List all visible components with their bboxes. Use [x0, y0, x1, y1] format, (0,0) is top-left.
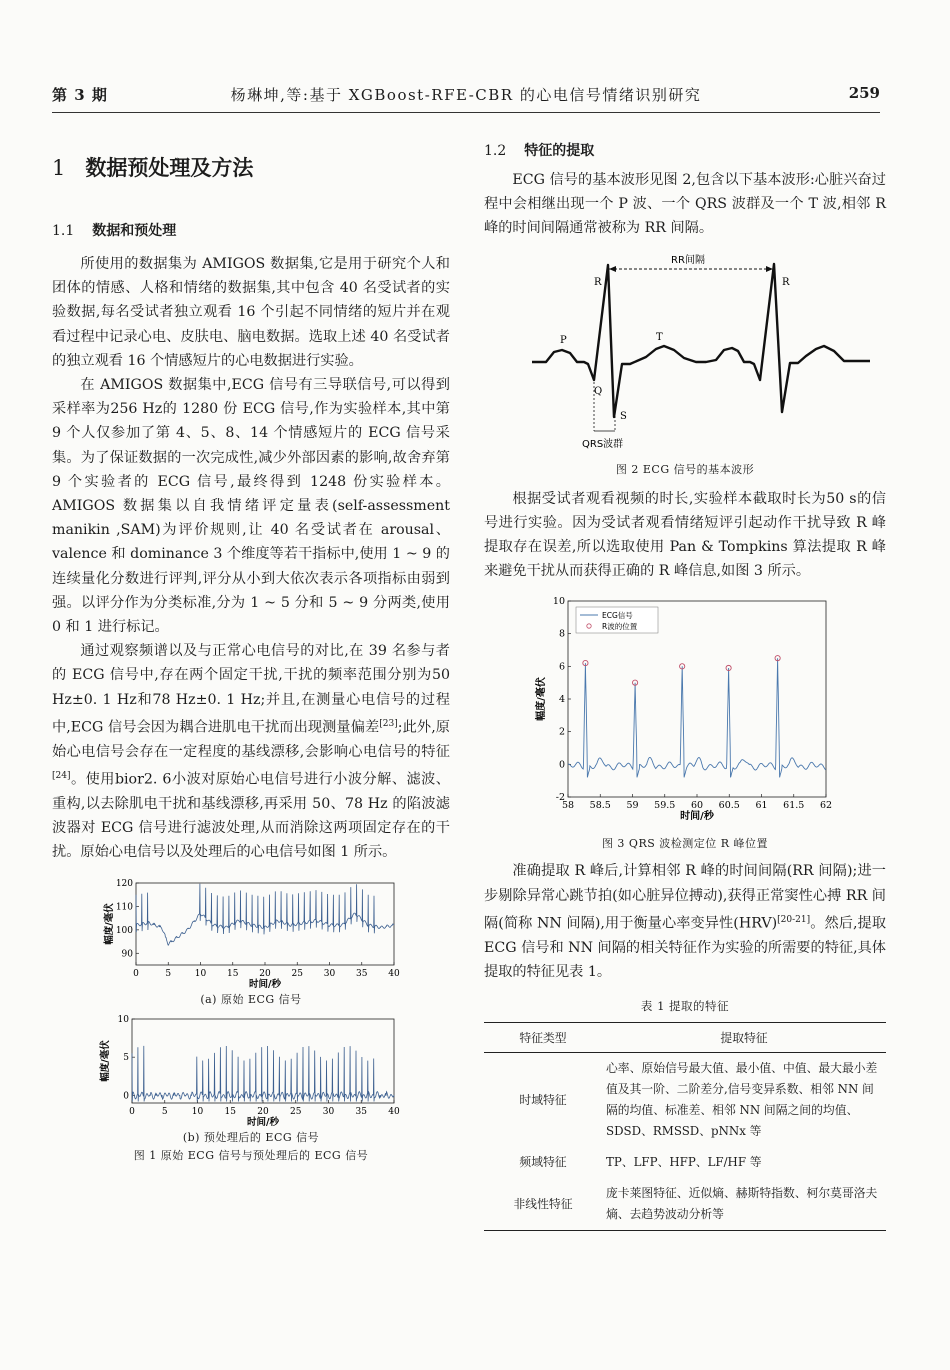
table-cell-type: 非线性特征: [484, 1178, 602, 1231]
y-tick-label: 10: [117, 1014, 129, 1025]
figure-1-caption: 图 1 原始 ECG 信号与预处理后的 ECG 信号: [133, 1148, 369, 1162]
x-tick-label: 40: [388, 1106, 400, 1117]
y-tick-label: 8: [558, 629, 565, 641]
x-tick-label: 25: [291, 968, 303, 979]
section-title: 数据预处理及方法: [85, 156, 254, 180]
paragraph-text: ;此外,原始心电信号会存在一定程度的基线漂移,会影响心电信号的特征: [52, 719, 450, 760]
rr-arrow-head-left: [609, 266, 616, 272]
y-tick-label: 120: [115, 878, 133, 889]
x-tick-label: 30: [322, 1106, 335, 1117]
table-1: [484, 998, 886, 1231]
subsection-number: 1.1: [52, 223, 75, 239]
raw-ecg-series-line: [136, 883, 394, 944]
y-axis-label: 幅度/毫伏: [100, 1039, 111, 1082]
r-peak-label-2: R: [782, 276, 790, 288]
filtered-ecg-chart: [52, 1015, 450, 1127]
table-cell-features: 心率、原始信号最大值、最小值、中值、最大最小差值及其一阶、二阶差分,信号变异系数、相邻 NN 间隔的均值、标准差、相邻 NN 间隔之间的均值、SDSD、RMSSD、pNNx 等: [606, 1061, 878, 1139]
ecg-basic-waveform-diagram: [484, 247, 886, 459]
paragraph-text: 通过观察频谱以及与正常心电信号的对比,在 39 名参与者的 ECG 信号中,存在两个固定干扰,干扰的频率范围分别为50 Hz±0. 1 Hz和78 Hz±0. 1 Hz;并且,在测量心电信号的过程中,ECG 信号会因为耦合进肌电干扰而出现测量偏差: [52, 643, 450, 736]
x-tick-label: 25: [290, 1106, 302, 1117]
paragraph-text: 。使用bior2. 6小波对原始心电信号进行小波分解、滤波、重构,以去除肌电干扰和基线漂移,再采用 50、78 Hz 的陷波滤波器对 ECG 信号进行滤波处理,从而消除这两项固定存在的干扰。原始心电信号以及处理后的心电信号如图 1 所示。: [52, 771, 450, 861]
right-column: [484, 140, 886, 1231]
running-title: 杨琳坤,等:基于 XGBoost-RFE-CBR 的心电信号情绪识别研究: [230, 86, 702, 104]
figure-1a-caption: (a) 原始 ECG 信号: [200, 992, 302, 1006]
subsection-title: 数据和预处理: [92, 223, 177, 239]
figure-2-caption: 图 2 ECG 信号的基本波形: [615, 462, 755, 476]
legend-rpeak-label: R波的位置: [602, 622, 638, 632]
ecg-signal-line: [568, 659, 826, 778]
table-header-features: 提取特征: [602, 1023, 886, 1053]
r-peak-label-1: R: [594, 276, 602, 288]
x-tick-label: 20: [259, 968, 271, 979]
figure-1: [52, 879, 450, 1163]
x-tick-label: 30: [323, 968, 336, 979]
y-axis-label: 幅度/毫伏: [104, 902, 115, 945]
y-tick-label: 2: [558, 727, 565, 739]
issue-number: 第 3 期: [52, 86, 108, 104]
feature-table: [484, 1022, 886, 1231]
x-tick-label: 61: [755, 800, 768, 812]
plot-frame: [136, 883, 394, 965]
x-tick-label: 61.5: [783, 800, 805, 812]
x-tick-label: 10: [194, 968, 207, 979]
citation-23[interactable]: [23]: [379, 718, 398, 729]
table-1-caption: 表 1 提取的特征: [640, 999, 730, 1014]
figure-3-caption: 图 3 QRS 波检测定位 R 峰位置: [601, 837, 769, 851]
y-tick-label: -2: [555, 792, 565, 804]
table-row: [484, 1053, 886, 1148]
x-tick-label: 35: [356, 968, 368, 979]
x-tick-label: 62: [819, 800, 833, 812]
y-tick-label: 4: [558, 694, 565, 706]
subsection-1-1-heading: [52, 220, 450, 240]
x-tick-label: 5: [161, 1106, 168, 1117]
ecg-waveform-line: [532, 264, 870, 417]
table-cell-type: 时域特征: [519, 1092, 567, 1107]
raw-ecg-chart: [52, 879, 450, 989]
x-tick-label: 60.5: [718, 800, 740, 812]
paragraph-waveform: ECG 信号的基本波形见图 2,包含以下基本波形:心脏兴奋过程中会相继出现一个 P 波、一个 QRS 波群及一个 T 波,相邻 R 峰的时间间隔通常被称为 RR 间隔。: [484, 172, 886, 237]
x-tick-label: 0: [129, 1106, 135, 1117]
table-cell-features: TP、LFP、HFP、LF/HF 等: [606, 1155, 762, 1170]
p-wave-label: P: [560, 334, 567, 346]
x-tick-label: 58.5: [589, 800, 611, 812]
subsection-title: 特征的提取: [524, 143, 595, 159]
s-wave-label: S: [620, 410, 627, 422]
x-tick-label: 60: [690, 800, 704, 812]
y-tick-label: 0: [123, 1090, 129, 1101]
figure-1b-caption: (b) 预处理后的 ECG 信号: [182, 1130, 320, 1144]
y-tick-label: 10: [552, 596, 565, 608]
y-tick-label: 6: [558, 661, 565, 673]
header-rule: [52, 112, 880, 113]
left-column: [52, 140, 450, 1163]
x-tick-label: 59.5: [654, 800, 676, 812]
legend-ecg-label: ECG信号: [602, 611, 633, 621]
section-1-heading: [52, 152, 450, 182]
y-axis-label: 幅度/毫伏: [536, 677, 547, 722]
x-tick-label: 0: [133, 968, 139, 979]
x-tick-label: 20: [257, 1106, 269, 1117]
figure-3: [484, 593, 886, 851]
x-tick-label: 15: [227, 968, 239, 979]
paragraph-hrv: [484, 859, 886, 984]
table-header-type: 特征类型: [484, 1023, 602, 1053]
paragraph-amigos: 在 AMIGOS 数据集中,ECG 信号有三导联信号,可以得到采样率为256 Hz的 1280 份 ECG 信号,作为实验样本,其中第 9 个人仅参加了第 4、5、8、14 个情感短片的 ECG 信号采集。为了保证数据的一次完成性,减少外部因素的影响,故舍弃第 9 个实验者的 ECG 信号,最终得到 1248 份实验样本。AMIGOS 数据集以自我情绪评定量表(self-assessment manikin ,SAM)为评价规则,让 40 名受试者在 arousal、valence 和 dominance 3 个维度等若干指标中,使用 1 ~ 9 的连续量化分数进行评判,评分从小到大依次表示各项指标由弱到强。以评分作为分类标准,分为 1 ~ 5 分和 5 ~ 9 分两类,使用 0 和 1 进行标记。: [52, 377, 450, 636]
table-row: [484, 1178, 886, 1231]
rr-interval-label: RR间隔: [671, 254, 705, 266]
x-axis-label: 时间/秒: [247, 1116, 279, 1127]
x-tick-label: 58: [561, 800, 575, 812]
qrs-complex-label: QRS波群: [582, 438, 624, 450]
y-tick-label: 90: [121, 948, 133, 959]
x-tick-label: 15: [224, 1106, 236, 1117]
x-axis-label: 时间/秒: [680, 811, 714, 823]
table-cell-type: 频域特征: [519, 1155, 567, 1170]
q-wave-label: Q: [594, 385, 603, 397]
table-cell-features: 庞卡莱图特征、近似熵、赫斯特指数、柯尔莫哥洛夫熵、去趋势波动分析等: [602, 1178, 886, 1231]
running-header: [52, 84, 880, 112]
x-tick-label: 5: [165, 968, 172, 979]
x-tick-label: 40: [388, 968, 400, 979]
paragraph-preprocessing: [52, 639, 450, 864]
y-tick-label: 100: [115, 925, 133, 936]
table-header-row: [484, 1023, 886, 1053]
citation-24[interactable]: [24]: [52, 771, 71, 781]
subsection-number: 1.2: [484, 143, 507, 159]
x-tick-label: 35: [355, 1106, 367, 1117]
section-number: 1: [52, 156, 66, 180]
qrs-detection-chart: [484, 593, 886, 833]
y-tick-label: 5: [123, 1052, 129, 1063]
paragraph-dataset: 所使用的数据集为 AMIGOS 数据集,它是用于研究个人和团体的情感、人格和情绪的数据集,其中包含 40 名受试者的实验数据,每名受试者独立观看 16 个引起不同情绪的短片并在观看过程中记录心电、皮肤电、脑电数据。选取上述 40 名受试者的独立观看 16 个情感短片的心电数据进行实验。: [52, 256, 450, 369]
table-row: [484, 1147, 886, 1178]
y-tick-label: 110: [115, 901, 133, 912]
x-tick-label: 59: [626, 800, 639, 812]
filtered-ecg-series-line: [132, 1045, 394, 1101]
paragraph-text: 。然后,提取 ECG 信号和 NN 间隔的相关特征作为实验的所需要的特征,具体提取的特征见表 1。: [484, 915, 887, 980]
plot-frame: [132, 1019, 394, 1103]
x-axis-label: 时间/秒: [249, 978, 281, 989]
paragraph-rpeak: 根据受试者观看视频的时长,实验样本截取时长为50 s的信号进行实验。因为受试者观看情绪短评引起动作干扰导致 R 峰提取存在误差,所以选取使用 Pan & Tompkins 算法提取 R 峰来避免干扰从而获得正确的 R 峰信息,如图 3 所示。: [484, 490, 886, 580]
page-number: 259: [848, 84, 880, 102]
subsection-1-2-heading: [484, 140, 886, 160]
figure-2: [484, 247, 886, 477]
y-tick-label: 0: [558, 759, 565, 771]
t-wave-label: T: [656, 331, 663, 343]
x-tick-label: 10: [191, 1106, 204, 1117]
citation-20-21[interactable]: [20-21]: [777, 914, 811, 925]
paragraph-text: 准确提取 R 峰后,计算相邻 R 峰的时间间隔(RR 间隔);进一步剔除异常心跳节拍(如心脏异位搏动),获得正常窦性心搏 RR 间隔(简称 NN 间隔),用于衡量心率变异性(HRV): [484, 863, 886, 932]
